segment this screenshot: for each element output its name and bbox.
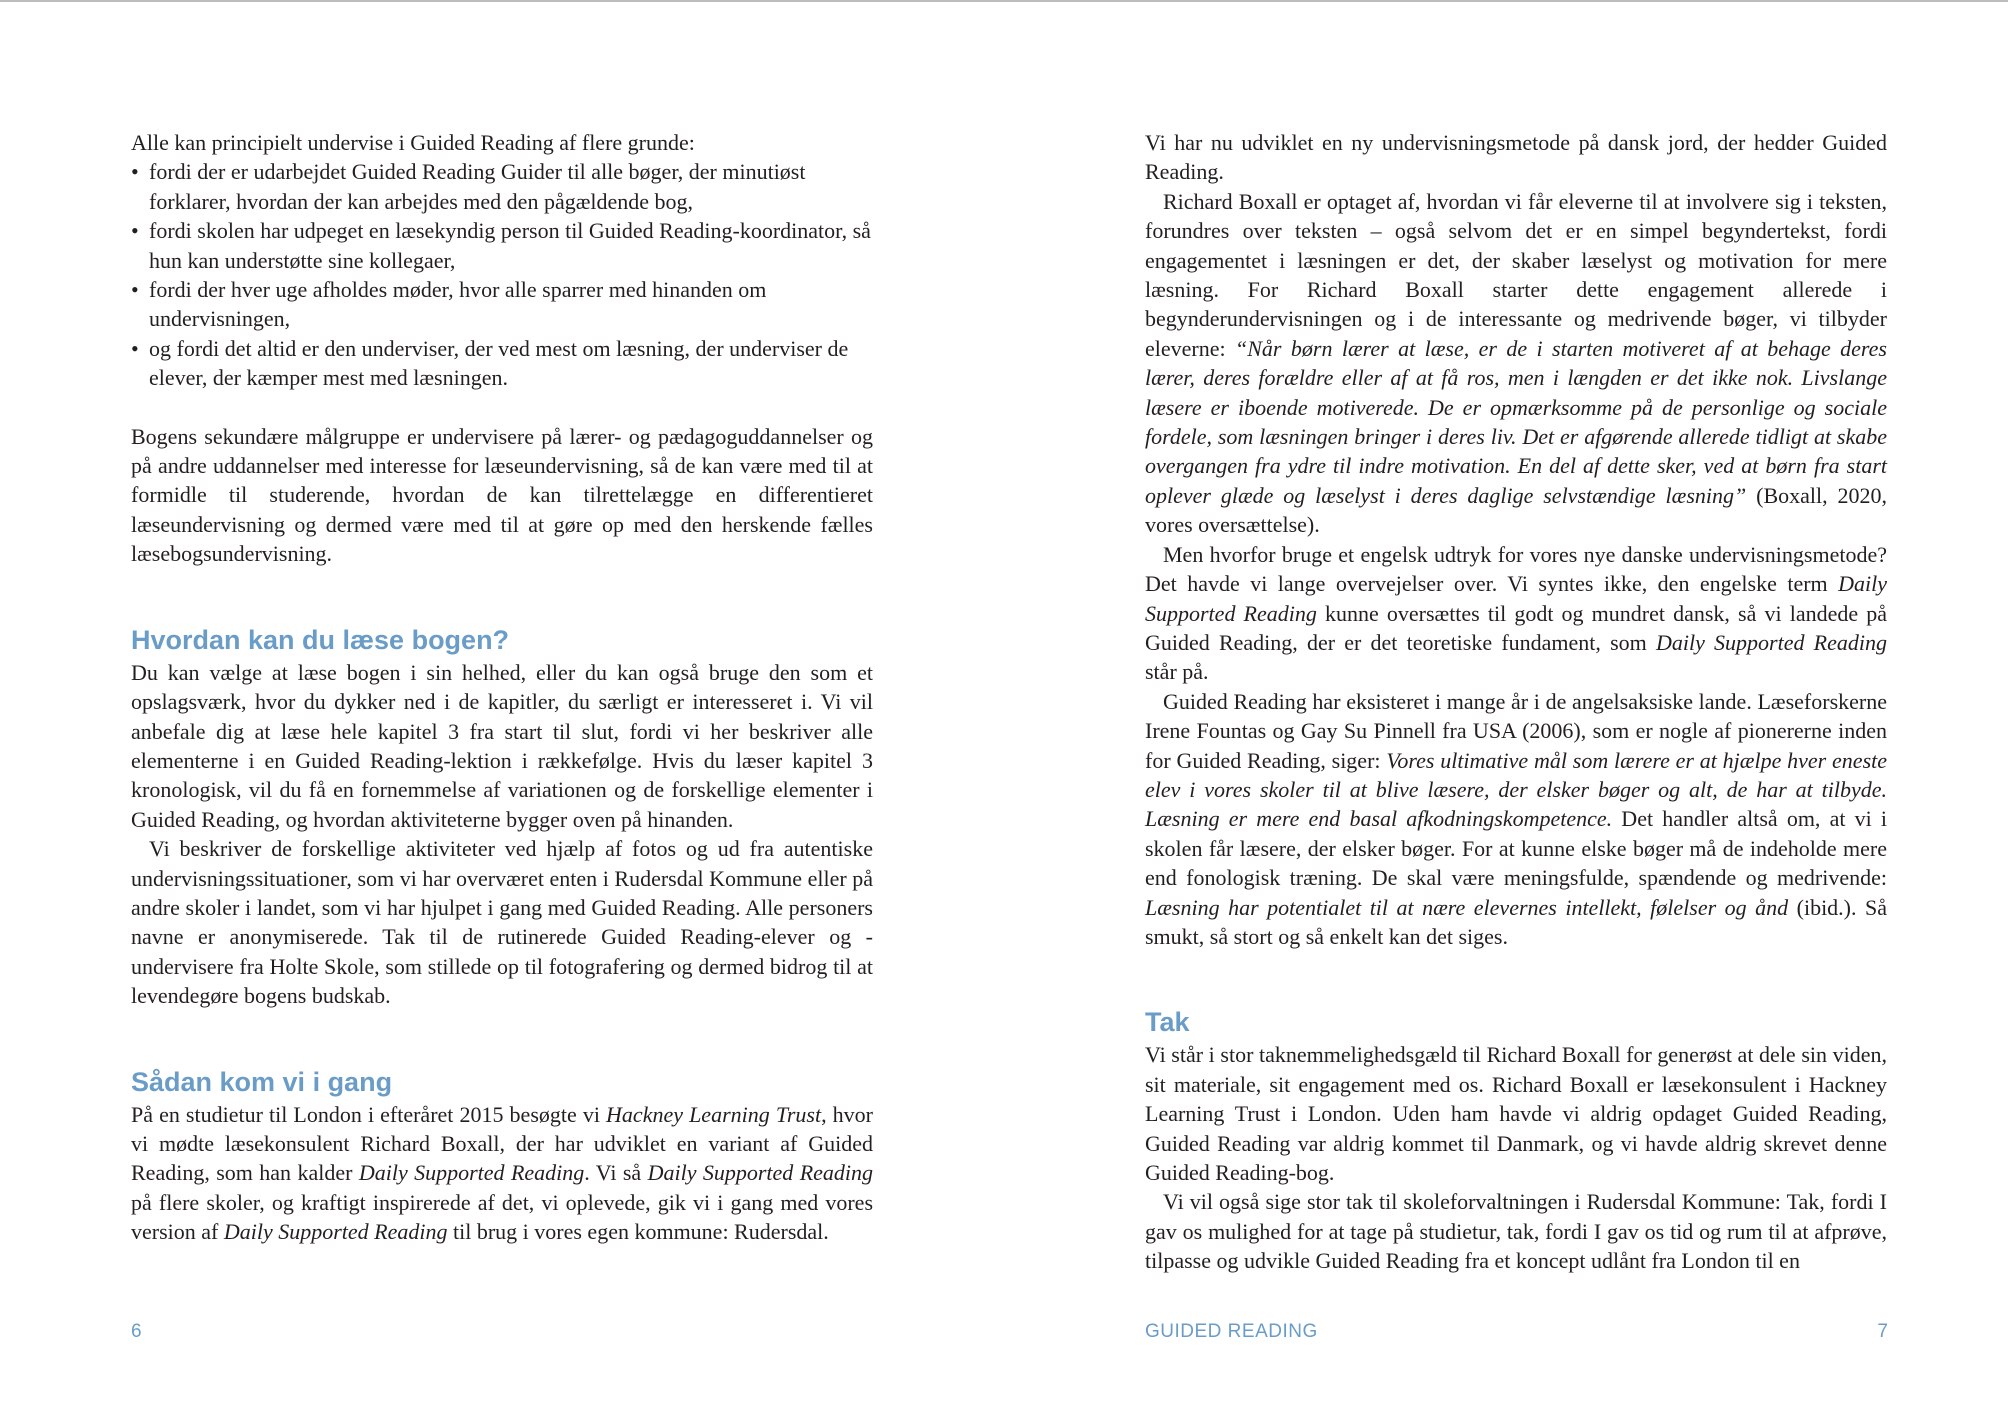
body-paragraph: Vi beskriver de forskellige aktiviteter ved hjælp af fotos og ud fra autentiske undervisningssituationer, som vi har overværet enten i Rudersdal Kommune eller på andre skoler i landet, som vi har hjulpet i gang med Guided Reading. Alle personers navne er anonymiserede. Tak til de rutinerede Guided Reading-elever og -undervisere fra Holte Skole, som stillede op til fotografering og dermed bidrog til at levendegøre bogens budskab.: [131, 836, 873, 1009]
reasons-list: [131, 157, 873, 392]
list-item: • fordi skolen har udpeget en læsekyndig person til Guided Reading-koordinator, så hun kan understøtte sine kollegaer,: [131, 216, 873, 275]
list-item: • og fordi det altid er den underviser, der ved mest om læsning, der underviser de elever, der kæmper mest med læsningen.: [131, 334, 873, 393]
body-paragraph: Du kan vælge at læse bogen i sin helhed, eller du kan også bruge den som et opslagsværk, hvor du dykker ned i de kapitler, du særligt er interesseret i. Vi vil anbefale dig at læse hele kapitel 3 fra start til slut, fordi vi her beskriver alle elementerne i en Guided Reading-lektion i rækkefølge. Hvis du læser kapitel 3 kronologisk, vil du få en fornemmelse af variationen og de forskellige elementer i Guided Reading, og hvordan aktiviteterne bygger oven på hinanden.: [131, 659, 873, 832]
body-paragraph: Guided Reading har eksisteret i mange år i de angelsaksiske lande. Læseforskerne Irene Fountas og Gay Su Pinnell fra USA (2006), som er nogle af pionererne inden for Guided Reading, siger: Vores ultimative mål som lærere er at hjælpe hver eneste elev i vores skoler til at blive læsere, der elsker bøger og alt, de har at tilbyde. Læsning er mere end basal afkodningskompetence. Det handler altså om, at vi i skolen får læsere, der elsker bøger. For at kunne elske bøger må de indeholde mere end fonologisk træning. De skal være meningsfulde, spændende og medrivende: Læsning har potentialet til at nære elevernes intellekt, følelser og ånd (ibid.). Så smukt, så stort og så enkelt kan det siges.: [1145, 688, 1888, 949]
section-heading-thanks: Tak: [1145, 1007, 1190, 1038]
section-heading-how-we-started: Sådan kom vi i gang: [131, 1066, 393, 1097]
body-paragraph: På en studietur til London i efteråret 2015 besøgte vi Hackney Learning Trust, hvor vi mødte læsekonsulent Richard Boxall, der har udviklet en variant af Guided Reading, som han kalder Daily Supported Reading. Vi så Daily Supported Reading på flere skoler, og kraftigt inspirerede af det, vi oplevede, gik vi i gang med vores version af Daily Supported Reading til brug i vores egen kommune: Rudersdal.: [131, 1101, 874, 1245]
right-page: [1145, 128, 1887, 1276]
page-number-left: 6: [131, 1321, 142, 1342]
section-heading-how-to-read: Hvordan kan du læse bogen?: [131, 624, 510, 655]
page-number-right: 7: [1877, 1321, 1888, 1342]
body-paragraph: Men hvorfor bruge et engelsk udtryk for vores nye danske undervisningsmetode? Det havde vi lange overvejelser over. Vi syntes ikke, den engelske term Daily Supported Reading kunne oversættes til godt og mundret dansk, så vi landede på Guided Reading, der er det teoretiske fundament, som Daily Supported Reading står på.: [1145, 541, 1887, 685]
body-paragraph: Vi har nu udviklet en ny undervisningsmetode på dansk jord, der hedder Guided Reading.: [1145, 130, 1887, 185]
running-head: GUIDED READING: [1145, 1321, 1318, 1342]
intro-paragraph: Alle kan principielt undervise i Guided Reading af flere grunde:: [131, 130, 695, 155]
quote: “Når børn lærer at læse, er de i starten motiveret af at behage deres lærer, deres forældre eller af at få ros, men i længden er det ikke nok. Livslange læsere er iboende motiverede. De er opmærksomme på de personlige og sociale fordele, som læsningen bringer i deres liv. Det er afgørende allerede tidligt at skabe overgangen fra ydre til indre motivation. En del af dette sker, ved at børn fra start oplever glæde og læselyst i deres daglige selvstændige læsning”: [1145, 335, 1887, 508]
body-paragraph: Vi vil også sige stor tak til skoleforvaltningen i Rudersdal Kommune: Tak, fordi I gav os mulighed for at tage på studietur, tak, fordi I gav os tid og rum til at afprøve, tilpasse og udvikle Guided Reading fra et koncept udlånt fra London til en: [1145, 1189, 1887, 1274]
list-item: • fordi der hver uge afholdes møder, hvor alle sparrer med hinanden om undervisningen,: [131, 275, 873, 334]
body-paragraph: Richard Boxall er optaget af, hvordan vi får eleverne til at involvere sig i teksten, forundres over teksten – også selvom det er en simpel begyndertekst, fordi engagementet i læsningen er det, der skaber læselyst og motivation for mere læsning. For Richard Boxall starter dette engagement allerede i begynderundervisningen og i de interessante og medrivende bøger, vi tilbyder eleverne: “Når børn lærer at læse, er de i starten motiveret af at behage deres lærer, deres forældre eller af at få ros, men i længden er det ikke nok. Livslange læsere er iboende motiverede. De er opmærksomme på de personlige og sociale fordele, som læsningen bringer i deres liv. Det er afgørende allerede tidligt at skabe overgangen fra ydre til indre motivation. En del af dette sker, ved at børn fra start oplever glæde og læselyst i deres daglige selvstændige læsning” (Boxall, 2020, vores oversættelse).: [1145, 188, 1887, 538]
quote: Læsning har potentialet til at nære elevernes intellekt, følelser og ånd: [1145, 894, 1789, 920]
body-paragraph: Vi står i stor taknemmelighedsgæld til Richard Boxall for generøst at dele sin viden, sit materiale, sit engagement med os. Richard Boxall er læsekonsulent i Hackney Learning Trust i London. Uden ham havde vi aldrig opdaget Guided Reading, Guided Reading var aldrig kommet til Danmark, og vi havde aldrig skrevet denne Guided Reading-bog.: [1145, 1042, 1887, 1185]
list-item: • fordi der er udarbejdet Guided Reading Guider til alle bøger, der minutiøst forklarer, hvordan der kan arbejdes med den pågældende bog,: [131, 157, 873, 216]
quote: Vores ultimative mål som lærere er at hjælpe hver eneste elev i vores skoler til at blive læsere, der elsker bøger og alt, de har at tilbyde. Læsning er mere end basal afkodningskompetence.: [1145, 747, 1888, 832]
secondary-audience-paragraph: Bogens sekundære målgruppe er undervisere på lærer- og pædagoguddannelser og på andre uddannelser med interesse for læseundervisning, så de kan være med til at formidle til studerende, hvordan de kan tilrettelægge en differentieret læseundervisning og dermed være med til at gøre op med den herskende fælles læsebogsundervisning.: [131, 423, 873, 567]
top-border-line: [0, 0, 2008, 2]
left-page: [131, 128, 873, 1247]
